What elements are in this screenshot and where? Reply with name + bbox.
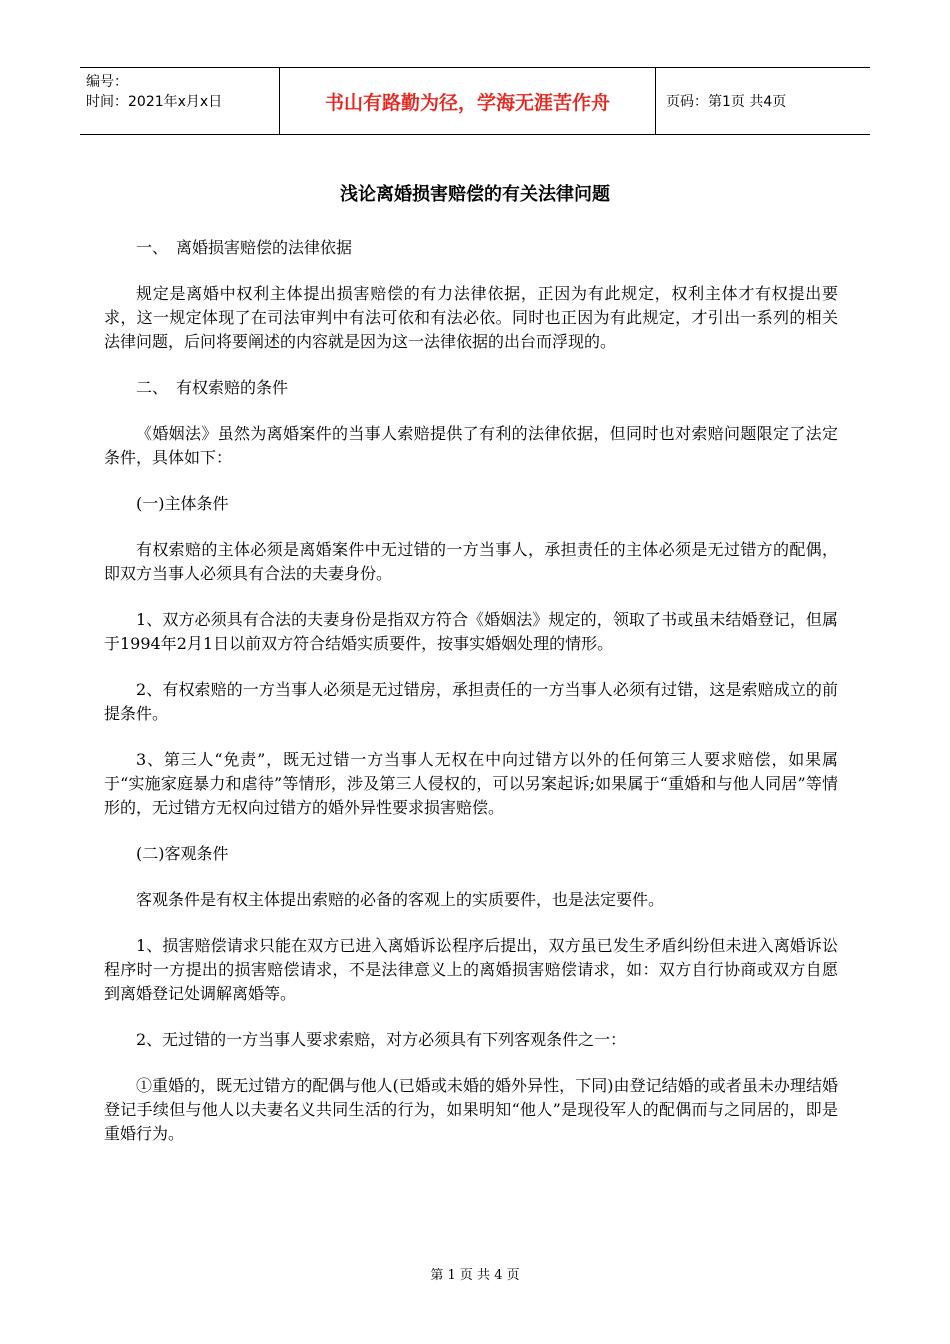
paragraph: 有权索赔的主体必须是离婚案件中无过错的一方当事人，承担责任的主体必须是无过错方的配偶，即双方当事人必须具有合法的夫妻身份。 <box>104 540 838 583</box>
header-motto: 书山有路勤为径，学海无涯苦作舟 <box>280 68 656 134</box>
paragraph: 《婚姻法》虽然为离婚案件的当事人索赔提供了有利的法律依据，但同时也对索赔问题限定了法定条件，具体如下： <box>104 424 838 467</box>
paragraph: 2、无过错的一方当事人要求索赔，对方必须具有下列客观条件之一： <box>136 1030 627 1049</box>
subsection-heading: (二)客观条件 <box>136 844 229 863</box>
number-label: 编号： <box>86 74 128 90</box>
paragraph: 规定是离婚中权利主体提出损害赔偿的有力法律依据，正因为有此规定，权利主体才有权提出要求，这一规定体现了在司法审判中有法可依和有法必依。同时也正因为有此规定，才引出一系列的相关法律问题，后问将要阐述的内容就是因为这一法律依据的出台而浮现的。 <box>104 284 838 351</box>
section-heading: 一、 离婚损害赔偿的法律依据 <box>136 238 353 257</box>
header-table <box>80 67 870 135</box>
page-footer: 第 1 页 共 4 页 <box>430 1268 520 1283</box>
time-label: 时间：2021年x月x日 <box>86 94 223 110</box>
paragraph: 3、第三人“免责”，既无过错一方当事人无权在中向过错方以外的任何第三人要求赔偿，如果属于“实施家庭暴力和虐待”等情形，涉及第三人侵权的，可以另案起诉;如果属于“重婚和与他人同居”等情形的，无过错方无权向过错方的婚外异性要求损害赔偿。 <box>104 750 838 817</box>
document-body <box>104 236 838 1168</box>
header-info-cell <box>80 68 280 134</box>
section-heading: 二、 有权索赔的条件 <box>136 378 289 397</box>
document-title: 浅论离婚损害赔偿的有关法律问题 <box>340 184 610 205</box>
paragraph: ①重婚的，既无过错方的配偶与他人(已婚或未婚的婚外异性，下同)由登记结婚的或者虽未办理结婚登记手续但与他人以夫妻名义共同生活的行为，如果明知“他人”是现役军人的配偶而与之同居的，即是重婚行为。 <box>104 1076 838 1143</box>
paragraph: 1、双方必须具有合法的夫妻身份是指双方符合《婚姻法》规定的，领取了书或虽未结婚登记，但属于1994年2月1日以前双方符合结婚实质要件，按事实婚姻处理的情形。 <box>104 610 838 653</box>
header-page-code: 页码：第1页 共4页 <box>666 94 787 110</box>
subsection-heading: (一)主体条件 <box>136 494 229 513</box>
paragraph: 1、损害赔偿请求只能在双方已进入离婚诉讼程序后提出，双方虽已发生矛盾纠纷但未进入离婚诉讼程序时一方提出的损害赔偿请求，不是法律意义上的离婚损害赔偿请求，如：双方自行协商或双方自愿到离婚登记处调解离婚等。 <box>104 936 838 1003</box>
paragraph: 客观条件是有权主体提出索赔的必备的客观上的实质要件，也是法定要件。 <box>136 890 665 909</box>
paragraph: 2、有权索赔的一方当事人必须是无过错房，承担责任的一方当事人必须有过错，这是索赔成立的前提条件。 <box>104 680 838 723</box>
